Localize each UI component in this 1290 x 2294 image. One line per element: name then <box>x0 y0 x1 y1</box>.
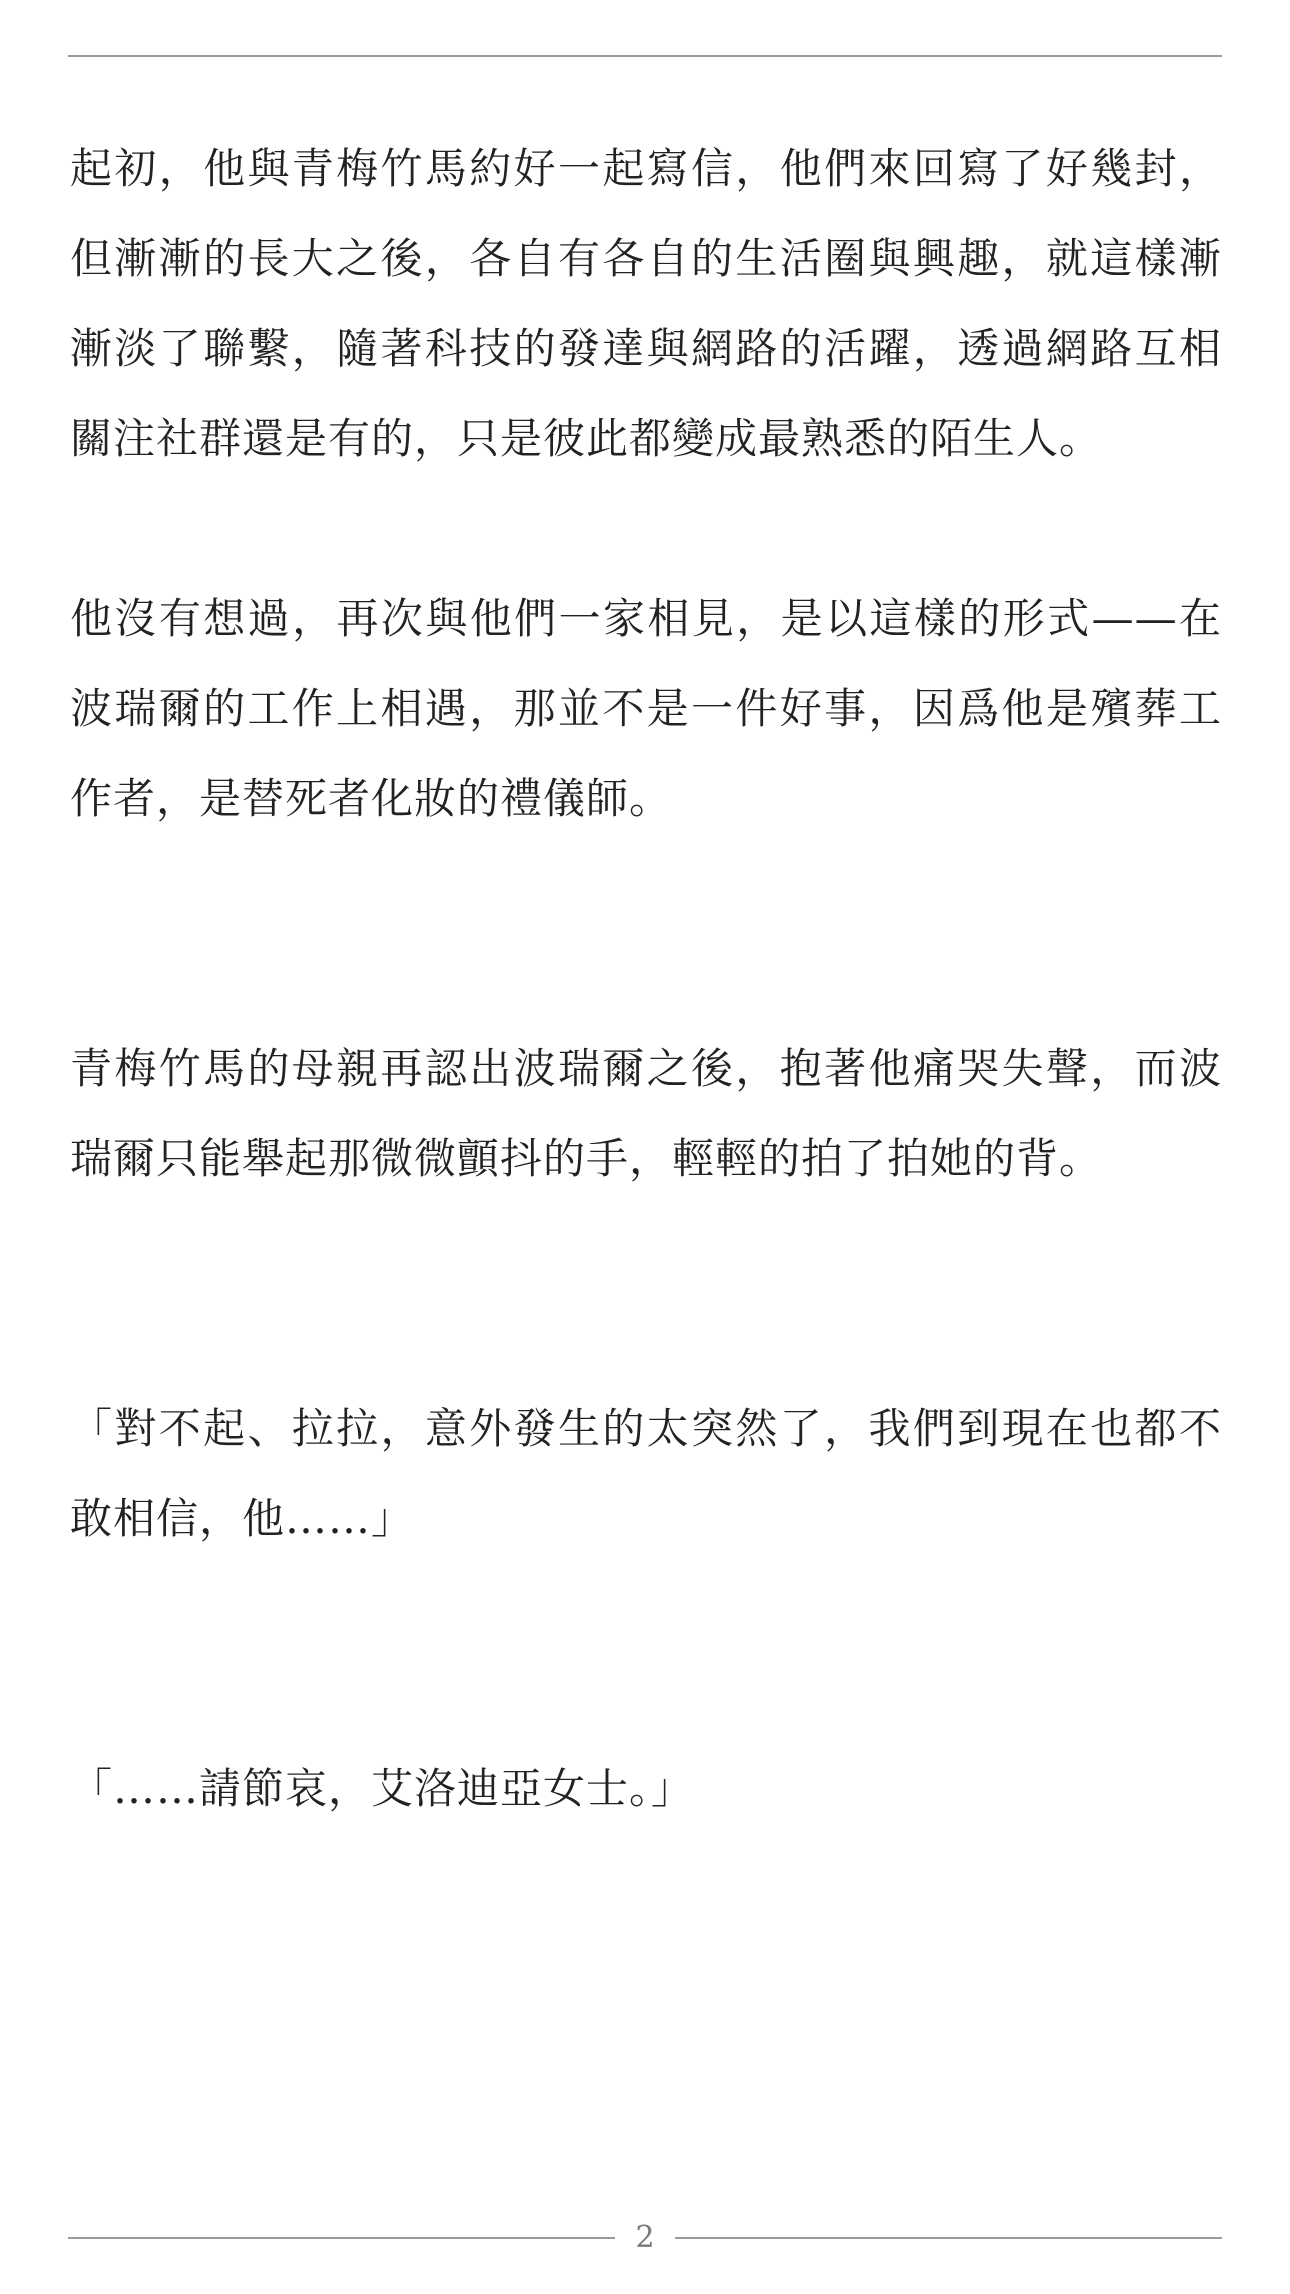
paragraph-2: 他沒有想過，再次與他們一家相見，是以這樣的形式——在波瑞爾的工作上相遇，那並不是一件好事，因爲他是殯葬工作者，是替死者化妝的禮儀師。 <box>70 594 1222 823</box>
paragraph-1: 起初，他與青梅竹馬約好一起寫信，他們來回寫了好幾封，但漸漸的長大之後，各自有各自的生活圈與興趣，就這樣漸漸淡了聯繫，隨著科技的發達與網路的活躍，透過網路互相關注社群還是有的，只是彼此都變成最熟悉的陌生人。 <box>70 144 1222 463</box>
paragraph-5: 「……請節哀，艾洛迪亞女士。」 <box>70 1764 695 1813</box>
paragraph-4: 「對不起、拉拉，意外發生的太突然了，我們到現在也都不敢相信，他……」 <box>70 1404 1222 1543</box>
paragraph-3: 青梅竹馬的母親再認出波瑞爾之後，抱著他痛哭失聲，而波瑞爾只能舉起那微微顫抖的手，輕輕的拍了拍她的背。 <box>70 1044 1222 1183</box>
footer-divider-left <box>68 2237 615 2239</box>
top-divider <box>68 55 1222 57</box>
page-number: 2 <box>635 2220 655 2255</box>
footer-divider-right <box>675 2237 1222 2239</box>
page-body <box>70 124 1222 1834</box>
page-footer <box>68 2218 1222 2258</box>
